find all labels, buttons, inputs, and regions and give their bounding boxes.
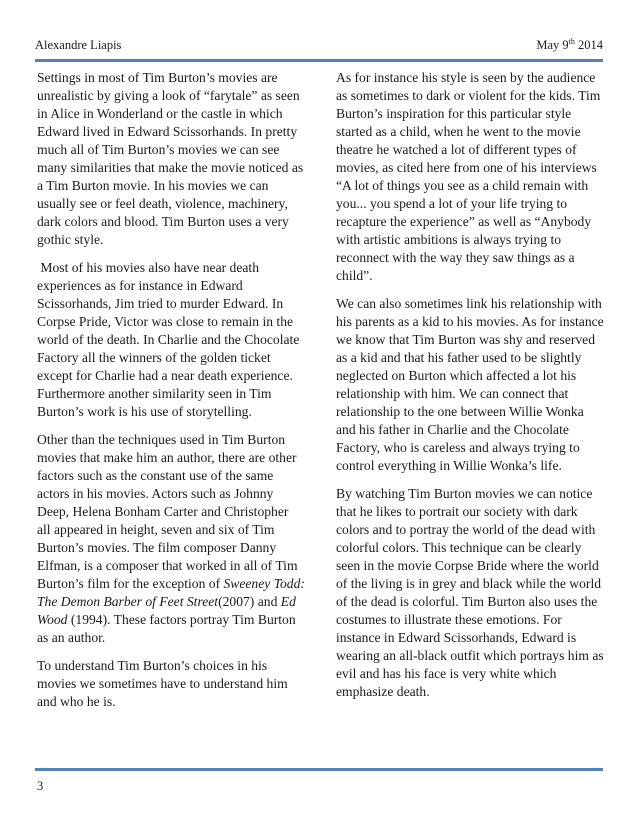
header-date-sup: th — [568, 36, 575, 46]
footer-rule — [35, 768, 603, 771]
left-paragraph-3-a: Other than the techniques used in Tim Burton movies that make him an author, there are other factors such as the constant use of the same actors in his movies. Actors such as Johnny Deep, Helena Bonham Carter and Christopher all appeared in height, seven and six of Tim Burton’s movies. The film composer Danny Elfman, is a composer that worked in all of Tim Burton’s film for the exception of — [37, 432, 298, 591]
header-rule — [35, 59, 603, 62]
film-title-ed-wood: Ed Wood — [37, 594, 296, 627]
left-paragraph-4: To understand Tim Burton’s choices in his movies we sometimes have to understand him and who he is. — [37, 658, 288, 709]
header-date — [536, 38, 603, 53]
header-date-prefix: May 9 — [536, 38, 569, 52]
left-column — [37, 69, 305, 721]
page-number: 3 — [37, 779, 44, 793]
page-header — [35, 38, 603, 56]
right-paragraph-2: We can also sometimes link his relationship with his parents as a kid to his movies. As for instance we know that Tim Burton was shy and reserved as a kid and that his father used to be slightly neglected on Burton which affected a lot his relationship with him. We can connect that relationship to the one between Willie Wonka and his father in Charlie and the Chocolate Factory, who is careless and always trying to control everything in Willie Wonka’s life. — [336, 296, 604, 473]
right-column — [336, 69, 604, 711]
left-paragraph-3 — [37, 431, 305, 647]
film-title-sweeney-todd: Sweeney Todd: The Demon Barber of Feet Street — [37, 576, 305, 609]
header-author: Alexandre Liapis — [35, 38, 122, 52]
left-paragraph-1: Settings in most of Tim Burton’s movies are unrealistic by giving a look of “farytale” as seen in Alice in Wonderland or the castle in which Edward lived in Edward Scissorhands. In pretty much all of Tim Burton’s movies we can see many similarities that make the movie noticed as a Tim Burton movie. In his movies we can usually see or feel death, violence, machinery, dark colors and blood. Tim Burton uses a very gothic style. — [37, 70, 304, 247]
right-paragraph-3: By watching Tim Burton movies we can notice that he likes to portrait our society with dark colors and to portray the world of the dead with colorful colors. This technique can be clearly seen in the movie Corpse Bride where the world of the living is in grey and black while the world of the dead is colorful. Tim Burton also uses the costumes to illustrate these emotions. For instance in Edward Scissorhands, Edward is wearing an all-black outfit which portrays him as evil and has his face is very white which emphasize death. — [336, 486, 604, 699]
left-paragraph-2: Most of his movies also have near death experiences as for instance in Edward Scissorhands, Jim tried to murder Edward. In Corpse Pride, Victor was close to remain in the world of the death. In Charlie and the Chocolate Factory all the winners of the golden ticket except for Charlie had a near death experience. Furthermore another similarity seen in Tim Burton’s work is his use of storytelling. — [37, 260, 303, 419]
header-date-suffix: 2014 — [574, 38, 603, 52]
left-paragraph-3-b: (2007) and — [218, 594, 281, 609]
right-paragraph-1: As for instance his style is seen by the audience as sometimes to dark or violent for the kids. Tim Burton’s inspiration for this particular style started as a child, when he went to the movie theatre he watched a lot of different types of movies, as cited here from one of his interviews “A lot of things you see as a child remain with you... you spend a lot of your life trying to recapture the experience” as well as “Anybody with artistic ambitions is always trying to reconnect with the way they saw things as a child”. — [336, 70, 601, 283]
left-paragraph-3-c: (1994). These factors portray Tim Burton as an author. — [37, 612, 296, 645]
